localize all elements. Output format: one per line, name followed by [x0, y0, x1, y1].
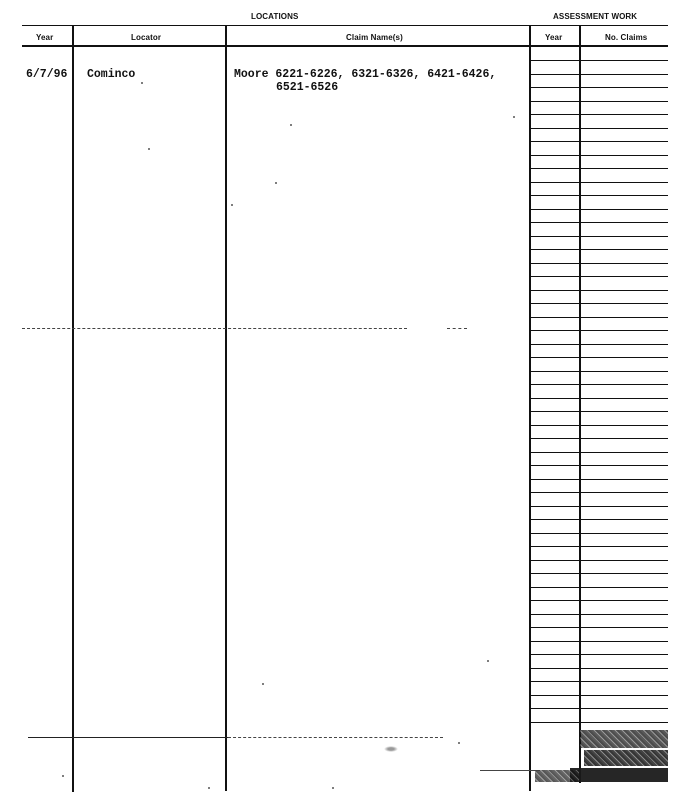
assessment-row-line: [529, 60, 668, 61]
assessment-row-line: [529, 641, 668, 642]
lower-rule: [28, 737, 228, 738]
assessment-row-line: [529, 290, 668, 291]
assessment-row-line: [529, 195, 668, 196]
aw-year-column-header: Year: [545, 33, 563, 42]
entry-claims-line-2: 6521-6526: [276, 81, 339, 94]
assessment-row-line: [529, 357, 668, 358]
assessment-row-line: [529, 155, 668, 156]
claim-names-column-header: Claim Name(s): [346, 33, 403, 42]
assessment-row-line: [529, 101, 668, 102]
scan-smudge: [570, 768, 668, 782]
assessment-row-line: [529, 438, 668, 439]
assessment-row-line: [529, 533, 668, 534]
entry-locator: Cominco: [87, 68, 136, 81]
assessment-row-line: [529, 668, 668, 669]
scan-smudge: [584, 750, 668, 766]
assessment-row-line: [529, 330, 668, 331]
claims-assessment-divider: [529, 25, 531, 791]
scan-speck: [148, 148, 150, 150]
assessment-row-line: [529, 519, 668, 520]
scan-smudge: [535, 770, 579, 782]
assessment-row-line: [529, 222, 668, 223]
assessment-row-line: [529, 425, 668, 426]
assessment-row-line: [529, 182, 668, 183]
header-top-rule: [22, 25, 668, 26]
mid-dashed-rule: [22, 328, 407, 330]
assessment-row-line: [529, 560, 668, 561]
assessment-row-line: [529, 708, 668, 709]
lower-dashed-rule: [228, 737, 443, 739]
assessment-row-line: [529, 695, 668, 696]
locator-claims-divider: [225, 25, 227, 791]
assessment-row-line: [529, 74, 668, 75]
assessment-row-line: [529, 384, 668, 385]
year-locator-divider: [72, 25, 74, 792]
assessment-row-line: [529, 141, 668, 142]
scan-speck: [513, 116, 515, 118]
locator-column-header: Locator: [131, 33, 162, 42]
header-bottom-rule: [22, 45, 668, 47]
assessment-row-line: [529, 722, 668, 723]
scan-speck: [275, 182, 277, 184]
assessment-row-line: [529, 600, 668, 601]
no-claims-column-header: No. Claims: [605, 33, 648, 42]
assessment-row-line: [529, 614, 668, 615]
scan-speck: [332, 787, 334, 789]
assessment-row-line: [529, 492, 668, 493]
assessment-row-line: [529, 506, 668, 507]
assessment-row-line: [529, 114, 668, 115]
assessment-row-line: [529, 317, 668, 318]
entry-year: 6/7/96: [26, 68, 68, 81]
assessment-row-line: [529, 452, 668, 453]
assessment-row-line: [529, 546, 668, 547]
assessment-row-line: [529, 128, 668, 129]
assessment-row-line: [529, 681, 668, 682]
assessment-row-line: [529, 263, 668, 264]
assessment-row-line: [529, 465, 668, 466]
scan-smudge: [580, 730, 668, 748]
scan-speck: [208, 787, 210, 789]
mid-dashed-rule-tail: [447, 328, 467, 330]
entry-claims-line-1: Moore 6221-6226, 6321-6326, 6421-6426,: [234, 68, 497, 81]
aw-year-claims-divider: [579, 25, 581, 783]
assessment-row-line: [529, 573, 668, 574]
assessment-row-line: [529, 398, 668, 399]
assessment-row-line: [529, 236, 668, 237]
scan-speck: [231, 204, 233, 206]
assessment-row-line: [529, 479, 668, 480]
assessment-row-line: [529, 654, 668, 655]
scan-speck: [384, 746, 398, 752]
scan-speck: [62, 775, 64, 777]
bottom-scan-line: [480, 770, 540, 771]
assessment-row-line: [529, 168, 668, 169]
scan-speck: [262, 683, 264, 685]
scan-speck: [141, 82, 143, 84]
scan-speck: [458, 742, 460, 744]
assessment-row-line: [529, 627, 668, 628]
locations-heading: LOCATIONS: [251, 12, 299, 21]
assessment-row-line: [529, 209, 668, 210]
assessment-row-line: [529, 87, 668, 88]
scan-speck: [487, 660, 489, 662]
assessment-work-heading: ASSESSMENT WORK: [553, 12, 638, 21]
assessment-row-line: [529, 587, 668, 588]
assessment-row-line: [529, 344, 668, 345]
scan-speck: [290, 124, 292, 126]
assessment-row-line: [529, 249, 668, 250]
year-column-header: Year: [36, 33, 54, 42]
assessment-row-line: [529, 276, 668, 277]
assessment-row-line: [529, 371, 668, 372]
assessment-row-line: [529, 411, 668, 412]
assessment-row-line: [529, 303, 668, 304]
